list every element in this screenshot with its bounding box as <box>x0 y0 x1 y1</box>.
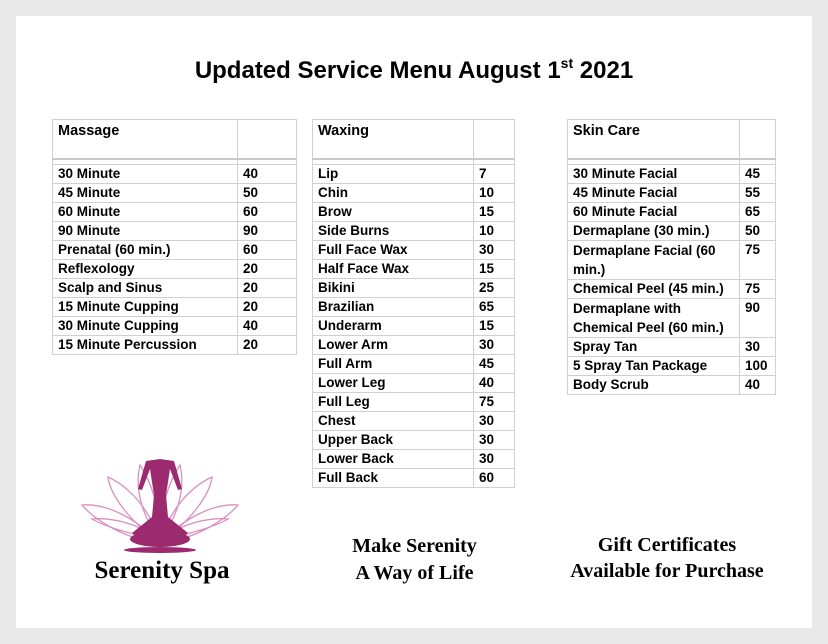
service-price: 15 <box>474 317 515 336</box>
waxing-row <box>313 260 515 279</box>
waxing-row <box>313 431 515 450</box>
massage-rows <box>53 159 297 355</box>
waxing-row <box>313 469 515 488</box>
service-price: 30 <box>474 241 515 260</box>
skincare-row <box>568 357 776 376</box>
service-price: 40 <box>238 317 297 336</box>
service-price: 25 <box>474 279 515 298</box>
massage-row <box>53 203 297 222</box>
service-name: 30 Minute <box>53 165 238 184</box>
skincare-rows <box>568 159 776 395</box>
service-price: 10 <box>474 184 515 203</box>
service-name: Chin <box>313 184 474 203</box>
waxing-row <box>313 393 515 412</box>
service-price: 50 <box>238 184 297 203</box>
massage-row <box>53 336 297 355</box>
waxing-row <box>313 184 515 203</box>
skincare-row <box>568 241 776 280</box>
service-name: 5 Spray Tan Package <box>568 357 740 376</box>
service-name: Half Face Wax <box>313 260 474 279</box>
service-name: Brow <box>313 203 474 222</box>
service-name: Full Back <box>313 469 474 488</box>
service-name: 45 Minute Facial <box>568 184 740 203</box>
service-price: 60 <box>238 241 297 260</box>
skincare-row <box>568 376 776 395</box>
service-price: 30 <box>474 431 515 450</box>
skincare-row <box>568 203 776 222</box>
waxing-row <box>313 241 515 260</box>
massage-row <box>53 184 297 203</box>
service-name: Full Leg <box>313 393 474 412</box>
waxing-row <box>313 317 515 336</box>
service-price: 65 <box>740 203 776 222</box>
brand-name: Serenity Spa <box>94 557 230 584</box>
service-price: 40 <box>474 374 515 393</box>
service-name: 15 Minute Percussion <box>53 336 238 355</box>
service-price: 90 <box>740 299 776 338</box>
waxing-row <box>313 355 515 374</box>
service-name: 45 Minute <box>53 184 238 203</box>
service-name: Lip <box>313 165 474 184</box>
waxing-row <box>313 450 515 469</box>
massage-row <box>53 298 297 317</box>
service-price: 30 <box>474 412 515 431</box>
waxing-row <box>313 222 515 241</box>
service-name: Underarm <box>313 317 474 336</box>
service-price: 65 <box>474 298 515 317</box>
meditating-figure <box>124 459 196 553</box>
service-price: 100 <box>740 357 776 376</box>
service-price: 15 <box>474 260 515 279</box>
service-price: 60 <box>474 469 515 488</box>
service-price: 20 <box>238 336 297 355</box>
massage-row <box>53 279 297 298</box>
service-price: 30 <box>474 336 515 355</box>
waxing-heading: Waxing <box>313 120 474 160</box>
massage-row <box>53 165 297 184</box>
service-name: Dermaplane with Chemical Peel (60 min.) <box>568 299 740 338</box>
service-price: 75 <box>740 241 776 280</box>
service-name: Upper Back <box>313 431 474 450</box>
service-name: Dermaplane (30 min.) <box>568 222 740 241</box>
skincare-row <box>568 222 776 241</box>
service-name: Spray Tan <box>568 338 740 357</box>
waxing-table <box>312 119 515 488</box>
waxing-row <box>313 412 515 431</box>
service-name: Lower Arm <box>313 336 474 355</box>
meditating-lotus-icon <box>80 455 240 560</box>
waxing-row <box>313 203 515 222</box>
service-name: Scalp and Sinus <box>53 279 238 298</box>
service-name: 30 Minute Facial <box>568 165 740 184</box>
massage-row <box>53 317 297 336</box>
service-price: 30 <box>474 450 515 469</box>
service-price: 7 <box>474 165 515 184</box>
service-name: Bikini <box>313 279 474 298</box>
service-price: 20 <box>238 279 297 298</box>
skincare-row <box>568 165 776 184</box>
waxing-row <box>313 336 515 355</box>
service-name: Brazilian <box>313 298 474 317</box>
massage-row <box>53 260 297 279</box>
service-name: Lower Back <box>313 450 474 469</box>
massage-row <box>53 222 297 241</box>
service-name: Reflexology <box>53 260 238 279</box>
service-price: 50 <box>740 222 776 241</box>
service-name: 60 Minute Facial <box>568 203 740 222</box>
waxing-row <box>313 298 515 317</box>
waxing-row <box>313 374 515 393</box>
service-name: 30 Minute Cupping <box>53 317 238 336</box>
service-name: Chest <box>313 412 474 431</box>
waxing-rows <box>313 159 515 488</box>
massage-heading: Massage <box>53 120 238 160</box>
service-price: 40 <box>740 376 776 395</box>
service-price: 20 <box>238 260 297 279</box>
service-name: Dermaplane Facial (60 min.) <box>568 241 740 280</box>
service-name: Full Face Wax <box>313 241 474 260</box>
service-name: 90 Minute <box>53 222 238 241</box>
service-name: Body Scrub <box>568 376 740 395</box>
service-price: 30 <box>740 338 776 357</box>
service-price: 90 <box>238 222 297 241</box>
service-price: 45 <box>740 165 776 184</box>
service-name: Chemical Peel (45 min.) <box>568 280 740 299</box>
service-price: 75 <box>474 393 515 412</box>
page-title: Updated Service Menu August 1st 2021 <box>194 55 634 84</box>
waxing-row <box>313 279 515 298</box>
service-price: 15 <box>474 203 515 222</box>
skincare-row <box>568 280 776 299</box>
skincare-row <box>568 338 776 357</box>
massage-table <box>52 119 297 355</box>
service-price: 40 <box>238 165 297 184</box>
service-price: 10 <box>474 222 515 241</box>
service-price: 75 <box>740 280 776 299</box>
service-name: Lower Leg <box>313 374 474 393</box>
waxing-row <box>313 165 515 184</box>
skincare-table <box>567 119 776 395</box>
service-price: 45 <box>474 355 515 374</box>
gift-certificates-note: Gift Certificates Available for Purchase <box>570 534 764 582</box>
skincare-row <box>568 184 776 203</box>
service-name: Full Arm <box>313 355 474 374</box>
skincare-row <box>568 299 776 338</box>
skincare-heading: Skin Care <box>568 120 740 160</box>
service-name: 60 Minute <box>53 203 238 222</box>
service-name: Side Burns <box>313 222 474 241</box>
service-name: 15 Minute Cupping <box>53 298 238 317</box>
service-price: 55 <box>740 184 776 203</box>
service-price: 20 <box>238 298 297 317</box>
service-price: 60 <box>238 203 297 222</box>
service-name: Prenatal (60 min.) <box>53 241 238 260</box>
tagline: Make Serenity A Way of Life <box>352 535 477 584</box>
massage-row <box>53 241 297 260</box>
